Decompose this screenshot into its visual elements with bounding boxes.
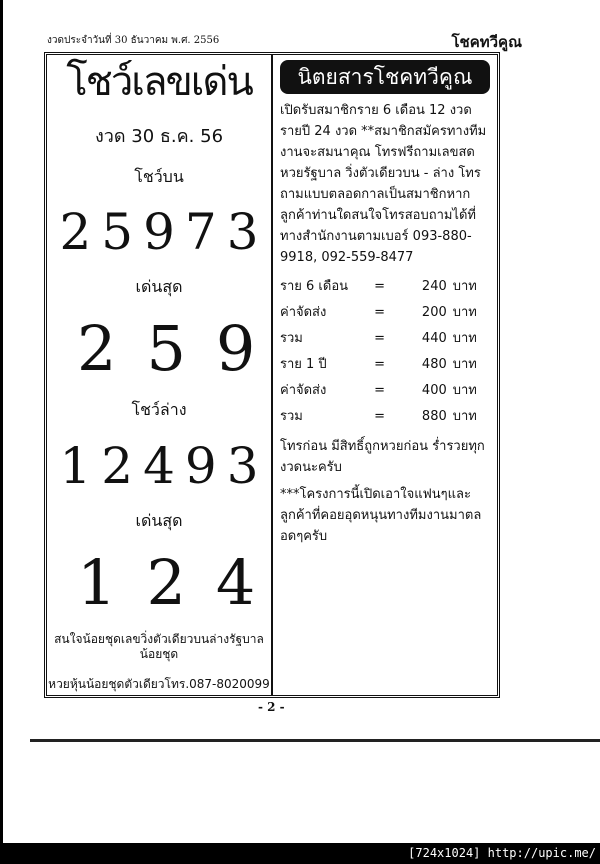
footer-line: สนใจน้อยชุดเลขวิ่งตัวเดียวบนล่างรัฐบาลน้อยชุด — [54, 631, 264, 661]
price-amount: 880 — [421, 409, 447, 424]
price-row — [280, 352, 492, 378]
section-label: โชว์ล่าง — [131, 400, 187, 420]
price-row — [280, 300, 492, 326]
page-edge-line — [30, 739, 600, 742]
price-amount: 440 — [421, 331, 447, 346]
lucky-number: 124 — [77, 545, 286, 619]
lucky-number: 25973 — [59, 203, 269, 262]
section-label: เด่นสุด — [135, 510, 183, 530]
price-unit: บาท — [452, 331, 477, 346]
equals: = — [374, 279, 386, 294]
price-amount: 480 — [421, 357, 447, 372]
price-unit: บาท — [452, 409, 477, 424]
price-unit: บาท — [452, 279, 477, 294]
section-label: เด่นสุด — [135, 277, 183, 297]
section-label: โชว์บน — [134, 167, 184, 187]
header-issue-date: งวดประจำวันที่ 30 ธันวาคม พ.ศ. 2556 — [47, 35, 220, 46]
project-note: ***โครงการนี้เปิดเอาใจแฟนๆและลูกค้าที่คอยอุดหนุนทางทีมงานมาตลอดๆครับ — [280, 487, 482, 544]
magazine-heading: นิตยสารโชคทวีคูณ — [280, 60, 490, 94]
lucky-number: 259 — [77, 312, 286, 386]
equals: = — [374, 305, 386, 320]
equals: = — [374, 331, 386, 346]
price-unit: บาท — [452, 383, 477, 398]
left-column — [47, 58, 286, 692]
equals: = — [374, 409, 386, 424]
price-unit: บาท — [452, 357, 477, 372]
price-unit: บาท — [452, 305, 477, 320]
price-item: รวม — [280, 331, 303, 346]
price-row — [280, 274, 492, 300]
price-item: ราย 6 เดือน — [280, 279, 349, 294]
call-note: โทรก่อน มีสิทธิ์ถูกหวยก่อน ร่ำรวยทุกงวดนะครับ — [280, 439, 485, 475]
price-amount: 240 — [421, 279, 447, 294]
equals: = — [374, 357, 386, 372]
scan-border — [0, 0, 3, 864]
subscription-intro: เปิดรับสมาชิกราย 6 เดือน 12 งวด รายปี 24 งวด **สมาชิกสมัครทางทีมงานจะสมนาคุณ โทรฟรีถามเลขสด หวยรัฐบาล วิ่งตัวเดียวบน - ล่าง โทรถามแบบตลอดกาลเป็นสมาชิกหากลูกค้าท่านใดสนใจโทรสอบถามได้ที่ทางสำนักงานตามเบอร์ 093-880-9918, 092-559-8477 — [280, 103, 487, 265]
price-row — [280, 326, 492, 352]
draw-date: งวด 30 ธ.ค. 56 — [94, 126, 224, 148]
price-row — [280, 378, 492, 404]
price-item: ค่าจัดส่ง — [280, 383, 327, 398]
right-column — [280, 60, 492, 547]
price-amount: 400 — [421, 383, 447, 398]
watermark-text: [724x1024] http://upic.me/ — [408, 846, 596, 860]
price-table — [280, 274, 492, 430]
page-number: - 2 - — [258, 700, 285, 714]
equals: = — [374, 383, 386, 398]
price-row — [280, 404, 492, 430]
footer-contact: หวยหุ้นน้อยชุดตัวเดียวโทร.087-8020099 — [48, 676, 270, 691]
price-amount: 200 — [421, 305, 447, 320]
price-item: ค่าจัดส่ง — [280, 305, 327, 320]
price-item: รวม — [280, 409, 303, 424]
price-item: ราย 1 ปี — [280, 357, 327, 372]
lucky-number: 12493 — [59, 436, 269, 495]
show-numbers-title: โชว์เลขเด่น — [66, 59, 252, 105]
header-magazine-name: โชคทวีคูณ — [451, 33, 522, 51]
